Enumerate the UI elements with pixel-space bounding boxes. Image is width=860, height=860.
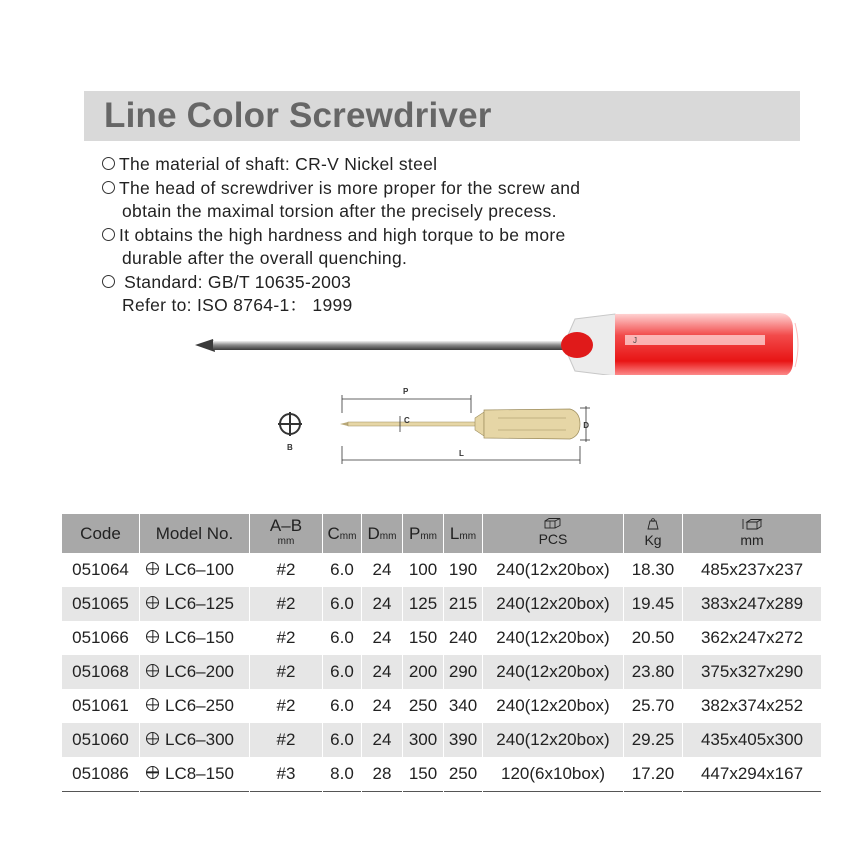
cell-p: 150 [403, 621, 444, 655]
cell-code: 051068 [62, 655, 140, 689]
cell-c: 6.0 [323, 689, 362, 723]
table-row [62, 723, 821, 757]
cell-d: 24 [362, 587, 403, 621]
header-ab: A–B mm [250, 514, 323, 553]
cell-model: LC8–150 [140, 757, 250, 791]
dim-label-b: B [287, 443, 293, 452]
header-p: Pmm [403, 514, 444, 553]
cell-ab: #2 [250, 553, 323, 587]
cell-size: 435x405x300 [700, 730, 804, 749]
cell-ab: #2 [250, 723, 323, 757]
cell-l: 390 [444, 723, 483, 757]
phillips-icon [146, 732, 159, 745]
cell-l: 250 [444, 757, 483, 791]
bullet-circle-icon [102, 181, 115, 194]
cell-c: 6.0 [323, 655, 362, 689]
cell-p: 250 [403, 689, 444, 723]
feature-item [102, 177, 580, 201]
weight-icon [645, 518, 661, 530]
cell-code: 051066 [62, 621, 140, 655]
cell-model: LC6–300 [140, 723, 250, 757]
cell-kg: 18.30 [624, 553, 683, 587]
cell-l: 340 [444, 689, 483, 723]
phillips-icon [146, 698, 159, 711]
box-stack-icon [544, 518, 562, 529]
cell-size: 485x237x237 [700, 560, 804, 579]
cell-kg: 29.25 [624, 723, 683, 757]
header-d: Dmm [362, 514, 403, 553]
cell-l: 215 [444, 587, 483, 621]
cell-size: 382x374x252 [700, 696, 804, 715]
cell-ab: #2 [250, 587, 323, 621]
feature-text: Standard: GB/T 10635-2003 [119, 271, 352, 292]
cell-d: 24 [362, 655, 403, 689]
table-row [62, 757, 821, 791]
cell-c: 6.0 [323, 553, 362, 587]
table-row [62, 587, 821, 621]
cell-code: 051060 [62, 723, 140, 757]
dim-label-c: C [404, 416, 410, 425]
header-code: Code [62, 514, 140, 553]
phillips-icon [146, 766, 159, 779]
cell-l: 290 [444, 655, 483, 689]
phillips-icon [146, 562, 159, 575]
cell-l: 240 [444, 621, 483, 655]
cell-size: 375x327x290 [700, 662, 804, 681]
header-pcs: PCS [483, 514, 624, 553]
spec-table [62, 514, 821, 792]
header-l: Lmm [444, 514, 483, 553]
phillips-icon [146, 596, 159, 609]
cell-kg: 23.80 [624, 655, 683, 689]
bullet-circle-icon [102, 228, 115, 241]
screwdriver-photo [195, 305, 805, 375]
dim-label-p: P [403, 387, 409, 396]
cell-c: 6.0 [323, 621, 362, 655]
cell-d: 24 [362, 689, 403, 723]
cell-d: 24 [362, 553, 403, 587]
cell-code: 051086 [62, 757, 140, 791]
cell-model: LC6–125 [140, 587, 250, 621]
cell-ab: #2 [250, 689, 323, 723]
header-model: Model No. [140, 514, 250, 553]
cell-ab: #3 [250, 757, 323, 791]
bullet-circle-icon [102, 275, 115, 288]
cell-p: 150 [403, 757, 444, 791]
table-row [62, 689, 821, 723]
cell-kg: 17.20 [624, 757, 683, 791]
cell-code: 051061 [62, 689, 140, 723]
table-header-row [62, 514, 821, 553]
feature-item [102, 224, 580, 248]
cell-l: 190 [444, 553, 483, 587]
cell-code: 051064 [62, 553, 140, 587]
cell-pcs: 240(12x20box) [483, 587, 624, 621]
cell-size: 362x247x272 [700, 628, 804, 647]
header-c: Cmm [323, 514, 362, 553]
feature-text: It obtains the high hardness and high torque to be more [119, 224, 566, 245]
cell-pcs: 240(12x20box) [483, 689, 624, 723]
cell-d: 28 [362, 757, 403, 791]
box-dimension-icon [741, 518, 763, 530]
dim-label-d: D [583, 421, 589, 430]
cell-model: LC6–100 [140, 553, 250, 587]
phillips-icon [146, 664, 159, 677]
svg-text:J: J [633, 336, 637, 345]
feature-list [102, 153, 580, 318]
dimension-drawing [270, 378, 590, 468]
cell-pcs: 240(12x20box) [483, 553, 624, 587]
feature-text: The material of shaft: CR-V Nickel steel [119, 154, 438, 174]
cell-ab: #2 [250, 655, 323, 689]
cell-c: 8.0 [323, 757, 362, 791]
cell-kg: 25.70 [624, 689, 683, 723]
cell-code: 051065 [62, 587, 140, 621]
cell-p: 100 [403, 553, 444, 587]
cell-p: 300 [403, 723, 444, 757]
cell-pcs: 120(6x10box) [483, 757, 624, 791]
feature-text-continued: obtain the maximal torsion after the precisely precess. [122, 201, 557, 221]
cell-c: 6.0 [323, 587, 362, 621]
cell-d: 24 [362, 723, 403, 757]
cell-p: 200 [403, 655, 444, 689]
cell-ab: #2 [250, 621, 323, 655]
cell-kg: 20.50 [624, 621, 683, 655]
header-size: mm [683, 514, 822, 553]
feature-text: The head of screwdriver is more proper for the screw and [119, 177, 581, 198]
cell-model: LC6–150 [140, 621, 250, 655]
cell-p: 125 [403, 587, 444, 621]
feature-text-continued: Refer to: ISO 8764-1： 1999 [122, 295, 353, 315]
page-title: Line Color Screwdriver [104, 96, 492, 135]
phillips-icon [146, 630, 159, 643]
cell-kg: 19.45 [624, 587, 683, 621]
cell-d: 24 [362, 621, 403, 655]
cell-c: 6.0 [323, 723, 362, 757]
header-kg: Kg [624, 514, 683, 553]
cell-pcs: 240(12x20box) [483, 621, 624, 655]
cell-model: LC6–200 [140, 655, 250, 689]
feature-item [102, 153, 580, 177]
table-row [62, 621, 821, 655]
dim-label-l: L [459, 449, 464, 458]
cell-model: LC6–250 [140, 689, 250, 723]
feature-item [102, 271, 580, 295]
bullet-circle-icon [102, 157, 115, 170]
cell-size: 447x294x167 [700, 763, 804, 783]
cell-pcs: 240(12x20box) [483, 723, 624, 757]
feature-text-continued: durable after the overall quenching. [122, 248, 408, 268]
cell-size: 383x247x289 [700, 594, 804, 613]
table-row [62, 655, 821, 689]
table-row [62, 553, 821, 587]
cell-pcs: 240(12x20box) [483, 655, 624, 689]
